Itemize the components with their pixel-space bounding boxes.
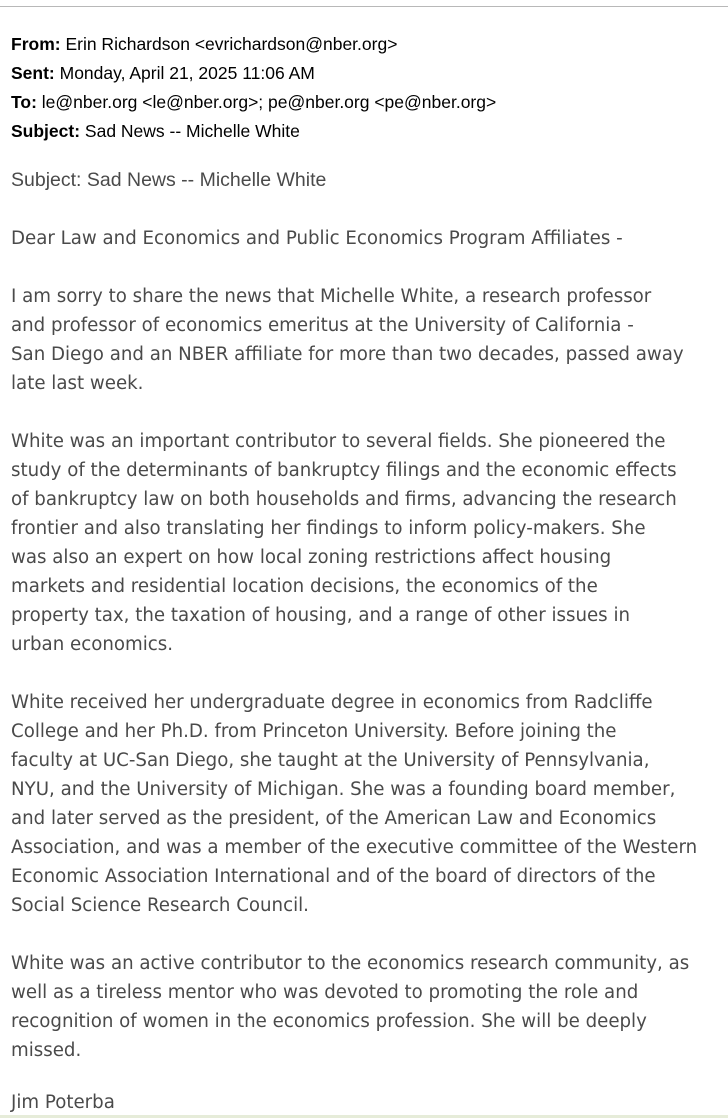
paragraph-line: of bankruptcy law on both households and firms, advancing the research [11, 489, 677, 510]
paragraph-4 [11, 949, 723, 1065]
to-label: To: [11, 92, 37, 112]
paragraph-line: property tax, the taxation of housing, and a range of other issues in [11, 605, 631, 626]
paragraph-line: White was an active contributor to the economics research community, as [11, 953, 690, 974]
email-body [11, 224, 723, 1094]
paragraph-line: Association, and was a member of the executive committee of the Western [11, 837, 698, 858]
subject-label: Subject: [11, 121, 81, 141]
paragraph-line: urban economics. [11, 634, 174, 655]
paragraph-line: White received her undergraduate degree in economics from Radcliffe [11, 692, 653, 713]
sent-value: Monday, April 21, 2025 11:06 AM [59, 63, 315, 83]
paragraph-line: faculty at UC-San Diego, she taught at the University of Pennsylvania, [11, 750, 650, 771]
paragraph-line: frontier and also translating her findings to inform policy-makers. She [11, 518, 646, 539]
paragraph-line: study of the determinants of bankruptcy filings and the economic effects [11, 460, 677, 481]
subject-value: Sad News -- Michelle White [84, 121, 300, 141]
paragraph-line: and professor of economics emeritus at the University of California - [11, 315, 634, 336]
sent-label: Sent: [11, 63, 55, 83]
paragraph-line: Social Science Research Council. [11, 895, 309, 916]
paragraph-line: markets and residential location decisions, the economics of the [11, 576, 598, 597]
paragraph-line: College and her Ph.D. from Princeton University. Before joining the [11, 721, 617, 742]
paragraph-line: White was an important contributor to several fields. She pioneered the [11, 431, 666, 452]
paragraph-line: I am sorry to share the news that Michelle White, a research professor [11, 286, 652, 307]
paragraph-line: missed. [11, 1040, 82, 1061]
subject-row [11, 117, 723, 146]
to-value: le@nber.org <le@nber.org>; pe@nber.org <pe@nber.org> [41, 92, 497, 112]
paragraph-2 [11, 427, 723, 659]
paragraph-line: was also an expert on how local zoning restrictions affect housing [11, 547, 612, 568]
salutation-line: Dear Law and Economics and Public Economics Program Affiliates - [11, 228, 623, 249]
top-divider [0, 6, 728, 7]
salutation [11, 224, 723, 253]
paragraph-line: well as a tireless mentor who was devoted to promoting the role and [11, 982, 639, 1003]
paragraph-3 [11, 688, 723, 920]
signature: Jim Poterba [11, 1092, 115, 1113]
paragraph-line: recognition of women in the economics profession. She will be deeply [11, 1011, 647, 1032]
paragraph-line: and later served as the president, of the American Law and Economics [11, 808, 657, 829]
body-subject-line: Subject: Sad News -- Michelle White [11, 169, 327, 191]
from-row [11, 30, 723, 59]
sent-row [11, 59, 723, 88]
from-label: From: [11, 34, 61, 54]
paragraph-line: NYU, and the University of Michigan. She was a founding board member, [11, 779, 676, 800]
email-header [11, 30, 723, 146]
paragraph-line: San Diego and an NBER affiliate for more than two decades, passed away [11, 344, 684, 365]
from-value: Erin Richardson <evrichardson@nber.org> [65, 34, 398, 54]
paragraph-line: late last week. [11, 373, 144, 394]
paragraph-line: Economic Association International and of the board of directors of the [11, 866, 656, 887]
paragraph-1 [11, 282, 723, 398]
to-row [11, 88, 723, 117]
